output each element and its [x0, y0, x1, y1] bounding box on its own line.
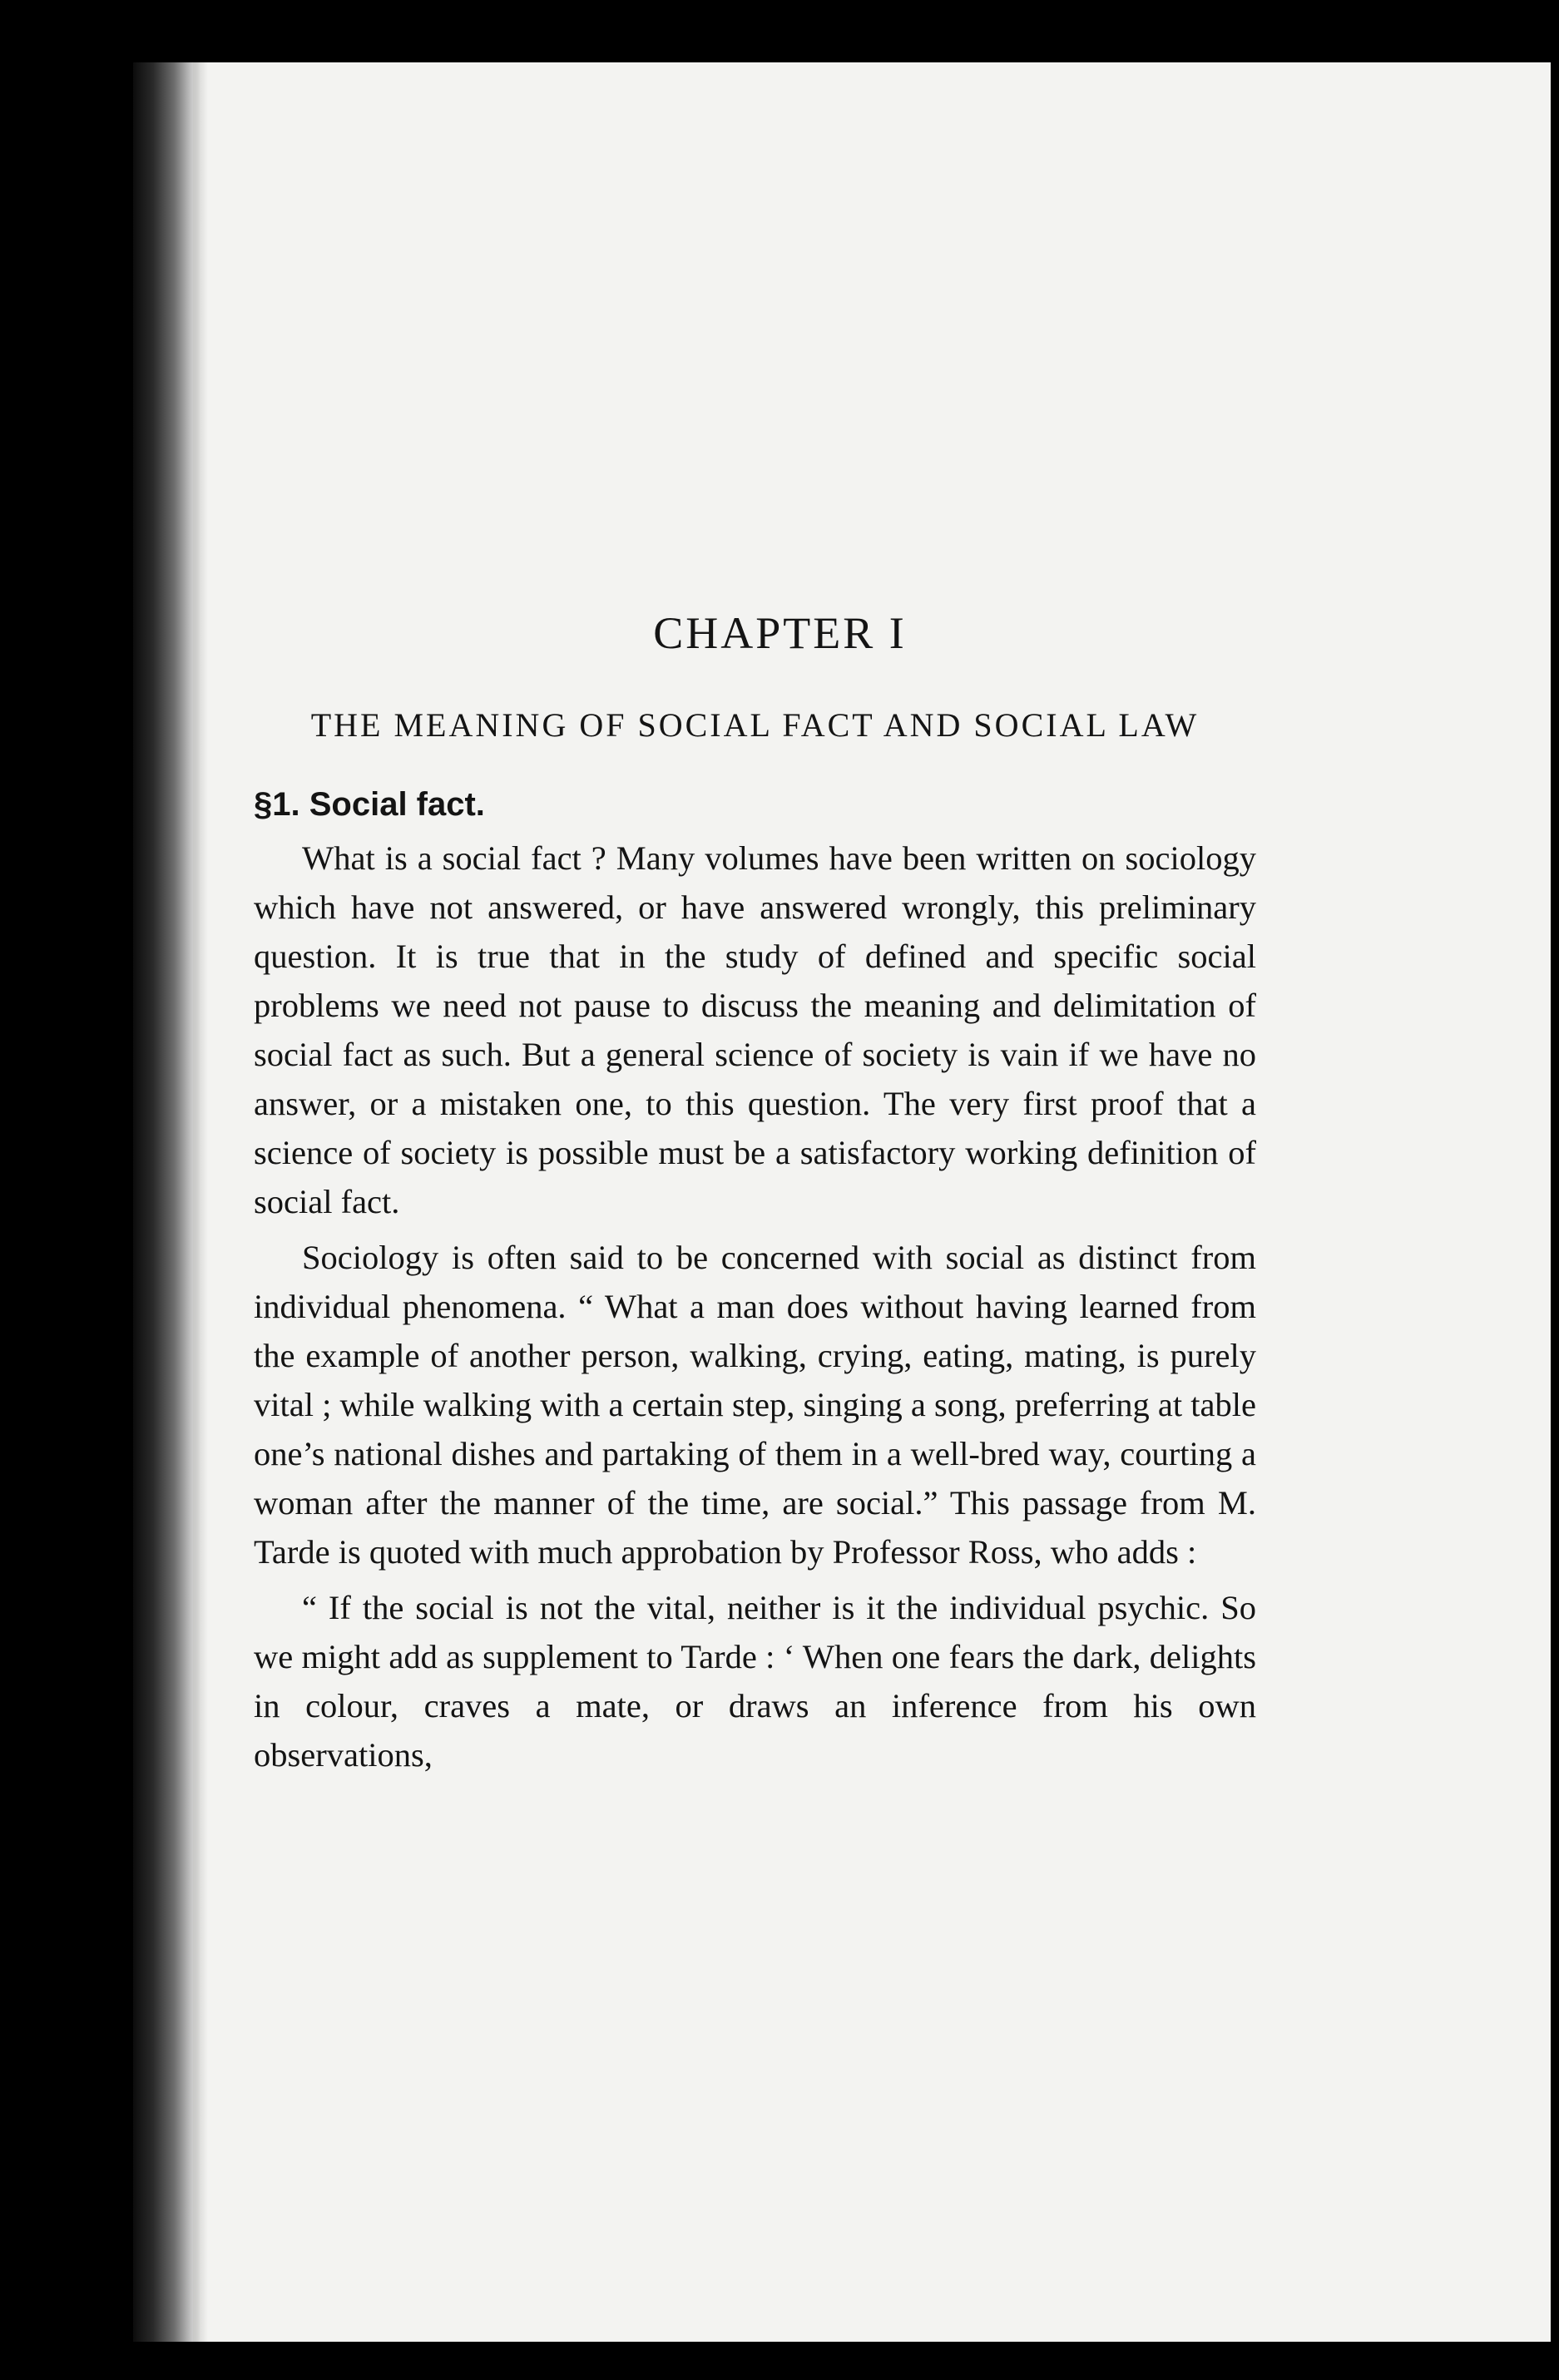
book-spine-shadow	[133, 62, 200, 2342]
paragraph-1: What is a social fact ? Many volumes have been written on sociology which have not answered, or have answered wrongly, this preliminary question. It is true that in the study of defined and specific social problems we need not pause to discuss the meaning and delimitation of social fact as such. But a general science of society is vain if we have no answer, or a mistaken one, to this question. The very first proof that a science of society is possible must be a satisfactory working definition of social fact.	[254, 839, 1256, 1220]
paragraph-2: Sociology is often said to be concerned with social as distinct from individual phenomena. “ What a man does without having learned from the example of another person, walking, crying, eating, mating, is purely vital ; while walking with a certain step, singing a song, preferring at table one’s national dishes and partaking of them in a well-bred way, courting a woman after the manner of the time, are social.” This passage from M. Tarde is quoted with much approbation by Professor Ross, who adds :	[254, 1239, 1256, 1571]
section-heading: §1. Social fact.	[254, 786, 485, 823]
chapter-title: THE MEANING OF SOCIAL FACT AND SOCIAL LAW	[310, 706, 1200, 744]
paragraph-3: “ If the social is not the vital, neither is it the individual psychic. So we might add as supplement to Tarde : ‘ When one fears the dark, delights in colour, craves a mate, or draws an inference from his own observations,	[254, 1589, 1256, 1774]
chapter-heading: CHAPTER I	[653, 608, 907, 658]
spine-edge-shading	[193, 62, 208, 2342]
page-content	[254, 607, 1256, 1779]
